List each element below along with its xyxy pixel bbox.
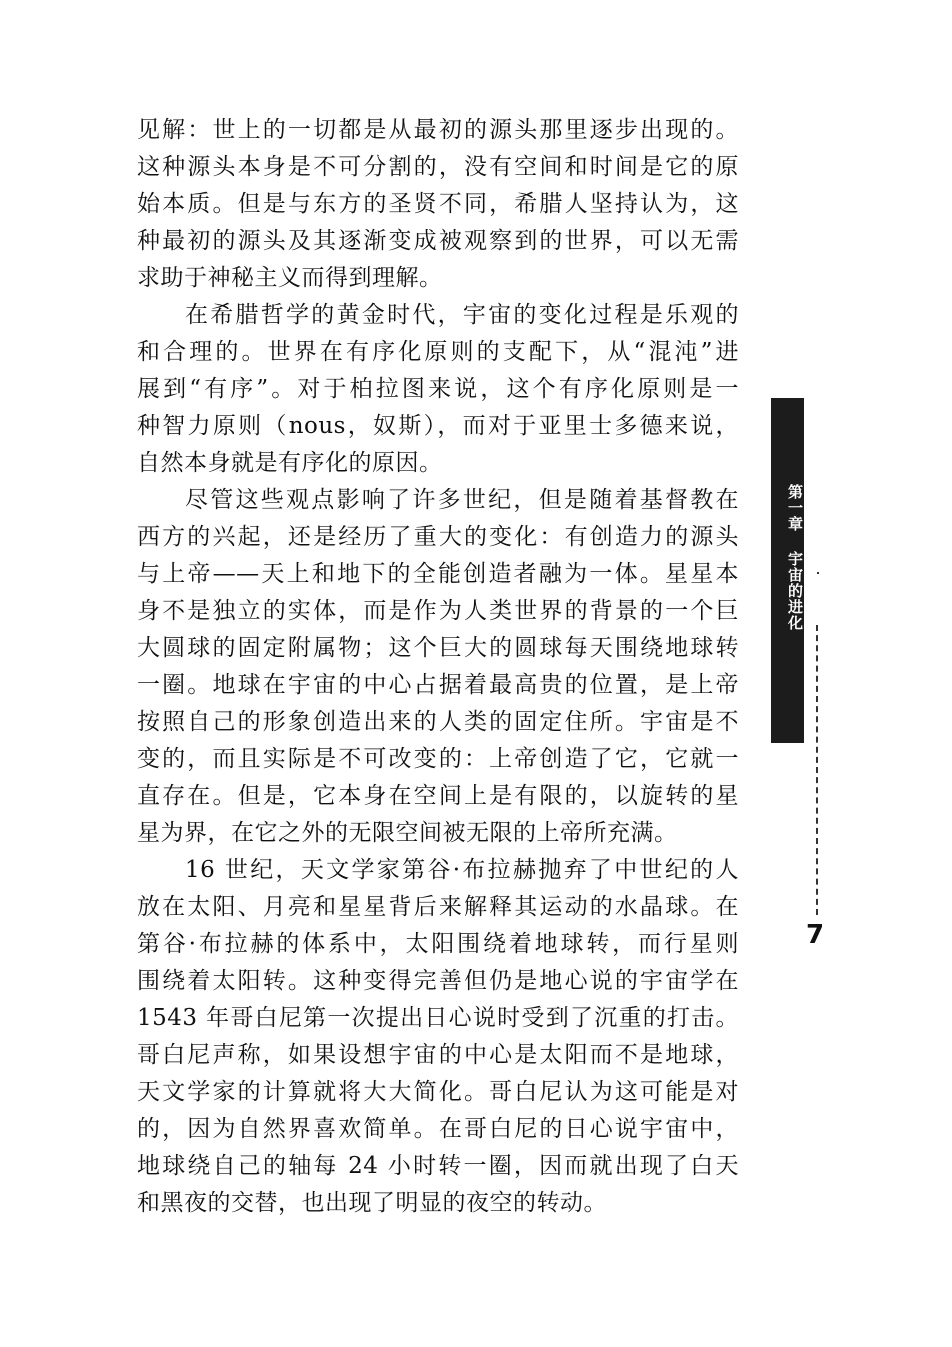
text-line: 一圈。地球在宇宙的中心占据着最高贵的位置，是上帝	[137, 672, 739, 698]
text-line: 的，因为自然界喜欢简单。在哥白尼的日心说宇宙中，	[137, 1116, 739, 1142]
margin-dashed-rule	[816, 625, 818, 915]
text-line: 这种源头本身是不可分割的，没有空间和时间是它的原	[137, 154, 739, 180]
text-line: 和黑夜的交替，也出现了明显的夜空的转动。	[137, 1190, 607, 1216]
text-line: 见解：世上的一切都是从最初的源头那里逐步出现的。	[137, 117, 739, 143]
text-line: 西方的兴起，还是经历了重大的变化：有创造力的源头	[137, 524, 739, 550]
text-line: 1543 年哥白尼第一次提出日心说时受到了沉重的打击。	[137, 1005, 739, 1031]
text-line: 和合理的。世界在有序化原则的支配下，从“混沌”进	[137, 339, 739, 365]
text-line: 地球绕自己的轴每 24 小时转一圈，因而就出现了白天	[137, 1153, 739, 1179]
text-line: 身不是独立的实体，而是作为人类世界的背景的一个巨	[137, 598, 739, 624]
text-line: 种最初的源头及其逐渐变成被观察到的世界，可以无需	[137, 228, 739, 254]
text-line: 展到“有序”。对于柏拉图来说，这个有序化原则是一	[137, 376, 739, 402]
text-line: 大圆球的固定附属物；这个巨大的圆球每天围绕地球转	[137, 635, 739, 661]
page-number: 7	[805, 920, 825, 950]
text-line: 始本质。但是与东方的圣贤不同，希腊人坚持认为，这	[137, 191, 739, 217]
text-line: 16 世纪，天文学家第谷·布拉赫抛弃了中世纪的人	[185, 857, 739, 883]
chapter-title: 第一章 宇宙的进化	[786, 484, 804, 631]
text-line: 与上帝——天上和地下的全能创造者融为一体。星星本	[137, 561, 739, 587]
text-line: 第谷·布拉赫的体系中，太阳围绕着地球转，而行星则	[137, 931, 739, 957]
text-line: 放在太阳、月亮和星星背后来解释其运动的水晶球。在	[137, 894, 739, 920]
text-line: 围绕着太阳转。这种变得完善但仍是地心说的宇宙学在	[137, 968, 739, 994]
chapter-side-tab	[771, 398, 804, 743]
text-line: 天文学家的计算就将大大简化。哥白尼认为这可能是对	[137, 1079, 739, 1105]
text-line: 自然本身就是有序化的原因。	[137, 450, 443, 476]
text-line: 变的，而且实际是不可改变的：上帝创造了它，它就一	[137, 746, 739, 772]
text-line: 直存在。但是，它本身在空间上是有限的，以旋转的星	[137, 783, 739, 809]
text-line: 在希腊哲学的黄金时代，宇宙的变化过程是乐观的	[185, 302, 739, 328]
text-line: 种智力原则（nous，奴斯），而对于亚里士多德来说，	[137, 413, 739, 439]
text-line: 按照自己的形象创造出来的人类的固定住所。宇宙是不	[137, 709, 739, 735]
text-line: 求助于神秘主义而得到理解。	[137, 265, 443, 291]
margin-dot	[817, 572, 819, 574]
text-line: 尽管这些观点影响了许多世纪，但是随着基督教在	[185, 487, 739, 513]
text-line: 星为界，在它之外的无限空间被无限的上帝所充满。	[137, 820, 678, 846]
text-line: 哥白尼声称，如果设想宇宙的中心是太阳而不是地球，	[137, 1042, 739, 1068]
body-text	[137, 112, 739, 1222]
